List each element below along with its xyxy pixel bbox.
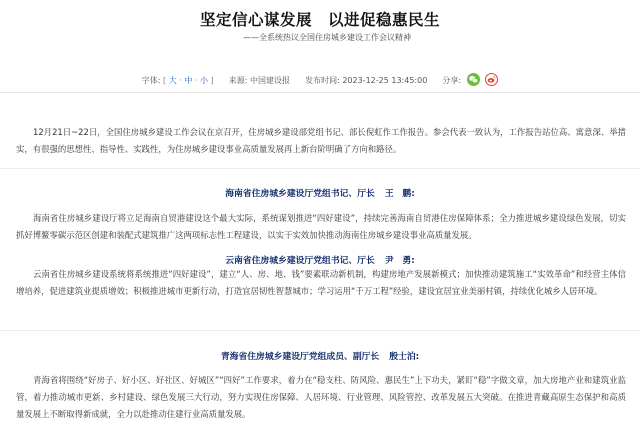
intro-paragraph: 12月21日~22日，全国住房城乡建设工作会议在京召开，住房城乡建设部党组书记、部长倪虹作工作报告。参会代表一致认为，工作报告站位高、寓意深、举措实，有很强的思想性、指导性、实践性，为住房城乡建设事业高质量发展再上新台阶明确了方向和路径。 bbox=[16, 127, 626, 154]
section-heading-title: 云南省住房城乡建设厅党组书记、厅长 bbox=[225, 256, 375, 266]
section-heading bbox=[0, 349, 640, 362]
section-heading-name: 尹 勇: bbox=[384, 256, 415, 266]
font-size-medium-link[interactable]: 中 bbox=[184, 76, 193, 85]
meta-divider bbox=[0, 92, 640, 93]
article-title: 坚定信心谋发展 以进促稳惠民生 bbox=[199, 11, 440, 29]
published-value: 2023-12-25 13:45:00 bbox=[342, 76, 428, 85]
section-heading-title: 青海省住房城乡建设厅党组成员、副厅长 bbox=[220, 352, 380, 362]
section-paragraph: 青海省将围绕“好房子、好小区、好社区、好城区”“四好”工作要求，着力在“稳支柱、防风险、惠民生”上下功夫，紧盯“稳”字做文章，加大房地产业和建筑业监管，着力推动城市更新、乡村建设、绿色发展三大行动，努力实现住房保障、人居环境、行业管理、风险管控、改革发展五大突破。在推进青藏高原生态保护和高质量发展上不断取得新成就，全力以赴推动住建行业高质量发展。 bbox=[16, 375, 626, 419]
wechat-icon[interactable] bbox=[467, 73, 480, 86]
font-size-label: 字体: bbox=[141, 76, 161, 85]
section-heading-title: 海南省住房城乡建设厅党组书记、厅长 bbox=[225, 189, 375, 199]
font-size-close-bracket: ] bbox=[210, 76, 214, 85]
section-divider bbox=[0, 168, 640, 169]
section-heading-name: 王 鹏: bbox=[384, 189, 415, 199]
section-heading bbox=[0, 253, 640, 266]
font-size-open-bracket: [ bbox=[163, 76, 167, 85]
source-value: 中国建设报 bbox=[250, 76, 290, 85]
font-size-small-link[interactable]: 小 bbox=[199, 76, 208, 85]
section-paragraph: 海南省住房城乡建设厅将立足海南自贸港建设这个最大实际，系统谋划推进“四好建设”，持续完善海南自贸港住房保障体系；全力推进城乡建设绿色发展，切实抓好博鳌零碳示范区创建和装配式建筑推广这两项标志性工程建设，以实干实效加快推动海南住房城乡建设事业高质量发展。 bbox=[16, 213, 626, 240]
section-paragraph: 云南省住房城乡建设系统将系统推进“四好建设”，建立“人、房、地、钱”要素联动新机制，构建房地产发展新模式；加快推动建筑施工“实效革命”和经营主体信增培养，促进建筑业提质增效；积极推进城市更新行动，打造宜居韧性智慧城市；学习运用“千万工程”经验，建设宜居宜业美丽村镇，持续优化城乡人居环境。 bbox=[16, 269, 626, 296]
share-label: 分享: bbox=[442, 76, 462, 85]
font-size-large-link[interactable]: 大 bbox=[168, 76, 177, 85]
section-divider bbox=[0, 330, 640, 331]
weibo-icon[interactable] bbox=[485, 73, 498, 86]
article-meta: 字体: [ 大 · 中 · 小 ] 来源: 中国建设报 发布时间: 2023-12-25 13:45:00 分享: bbox=[0, 74, 640, 87]
section-heading bbox=[0, 186, 640, 199]
published-label: 发布时间: bbox=[305, 76, 340, 85]
source-label: 来源: bbox=[228, 76, 248, 85]
article-subtitle: ——全系统热议全国住房城乡建设工作会议精神 bbox=[243, 33, 411, 42]
section-heading-name: 殷士泊: bbox=[389, 352, 420, 362]
